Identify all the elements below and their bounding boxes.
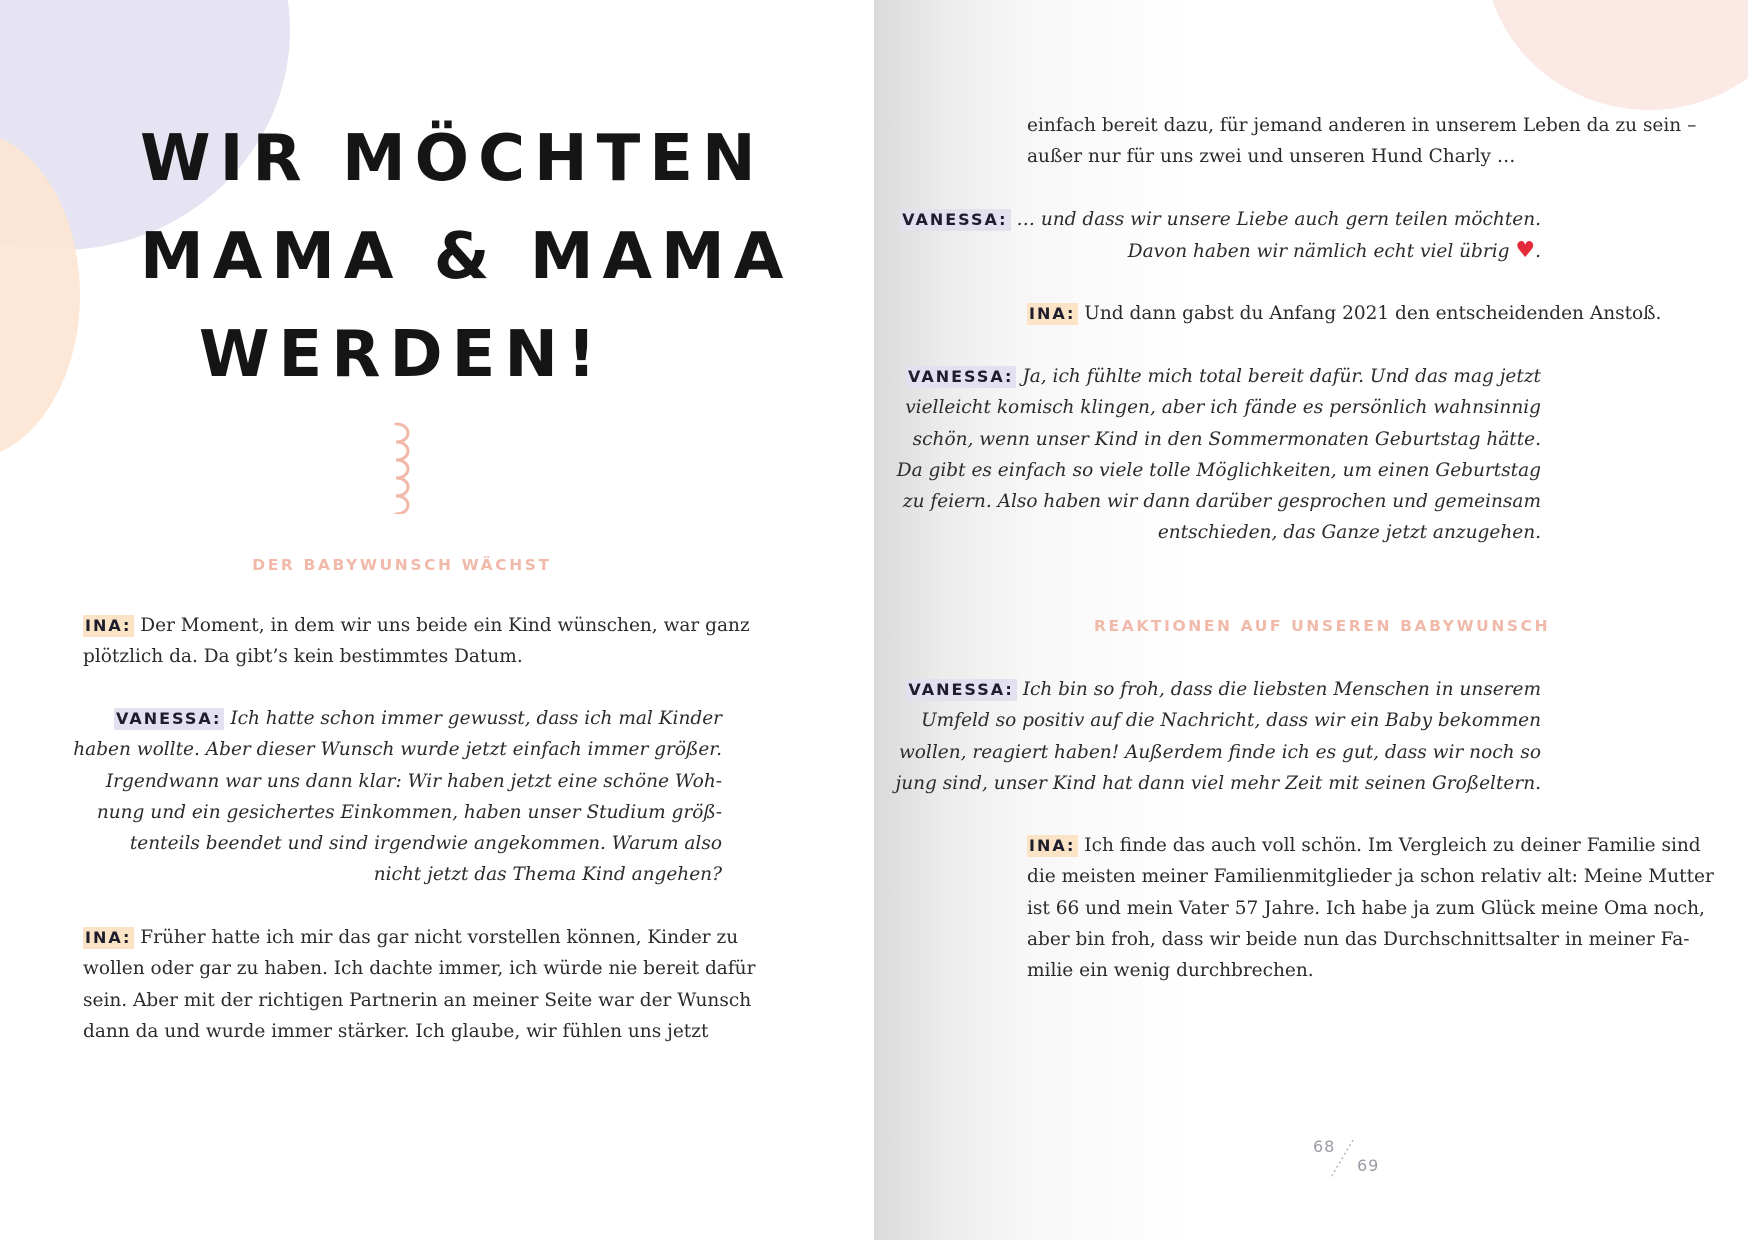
text-line: Da gibt es einfach so viele tolle Möglichkeiten, um einen Geburtstag: [896, 459, 1541, 481]
page-number-right: 69: [1357, 1156, 1380, 1175]
section-heading: DER BABYWUNSCH WÄCHST: [252, 556, 552, 574]
speaker-tag-vanessa: VANESSA:: [900, 209, 1010, 231]
text-line: vielleicht komisch klingen, aber ich fände es persönlich wahnsinnig: [905, 397, 1541, 419]
text-line: ist 66 und mein Vater 57 Jahre. Ich habe ja zum Glück meine Oma noch,: [1027, 897, 1705, 919]
text-line: jung sind, unser Kind hat dann viel mehr Zeit mit seinen Großeltern.: [895, 772, 1541, 794]
text-line-content: Früher hatte ich mir das gar nicht vorstellen können, Kinder zu: [134, 927, 739, 948]
decorative-blob-pink: [1484, 0, 1748, 110]
text-line: dann da und wurde immer stärker. Ich glaube, wir fühlen uns jetzt: [83, 1020, 709, 1042]
text-line: Davon haben wir nämlich echt viel übrig ♥.: [1127, 238, 1541, 264]
section-heading: REAKTIONEN AUF UNSEREN BABYWUNSCH: [1094, 617, 1551, 635]
chapter-title: [140, 110, 793, 404]
text-line: [1027, 830, 1714, 861]
text-line: [83, 922, 755, 953]
speaker-tag-vanessa: VANESSA:: [114, 708, 224, 730]
text-line: schön, wenn unser Kind in den Sommermonaten Geburtstag hätte.: [912, 428, 1541, 450]
speaker-tag-ina: INA:: [1027, 303, 1078, 325]
speaker-tag-ina: INA:: [83, 927, 134, 949]
text-line-content: Ich hatte schon immer gewusst, dass ich mal Kinder: [224, 708, 722, 729]
text-line: plötzlich da. Da gibt’s kein bestimmtes Datum.: [83, 646, 523, 668]
text-line: [897, 361, 1541, 392]
text-line: nicht jetzt das Thema Kind angehen?: [373, 864, 722, 886]
heart-icon: ♥: [1515, 238, 1536, 264]
text-line-content: Ich bin so froh, dass die liebsten Menschen in unserem: [1016, 679, 1541, 700]
text-line-content: … und dass wir unsere Liebe auch gern teilen möchten.: [1010, 209, 1541, 230]
dialogue-paragraph-vanessa: [895, 674, 1541, 799]
text-line: sein. Aber mit der richtigen Partnerin an meiner Seite war der Wunsch: [83, 989, 752, 1011]
text-line: milie ein wenig durchbrechen.: [1027, 960, 1314, 982]
text-line: [73, 703, 722, 734]
title-line: MAMA & MAMA: [140, 220, 793, 294]
text-line: [895, 674, 1541, 705]
speaker-tag-vanessa: VANESSA:: [906, 366, 1016, 388]
text-line: [83, 610, 750, 641]
title-line: WIR MÖCHTEN: [140, 122, 765, 196]
text-line: aber bin froh, dass wir beide nun das Durchschnittsalter in meiner Fa-: [1027, 928, 1690, 950]
text-line: zu feiern. Also haben wir dann darüber gesprochen und gemeinsam: [902, 491, 1541, 513]
text-line-content: Ja, ich fühlte mich total bereit dafür. Und das mag jetzt: [1016, 366, 1541, 387]
text-line: wollen oder gar zu haben. Ich dachte immer, ich würde nie bereit dafür: [83, 958, 756, 980]
text-line: haben wollte. Aber dieser Wunsch wurde jetzt einfach immer größer.: [73, 739, 722, 761]
page-number-divider: [1327, 1137, 1357, 1182]
text-line-content: Der Moment, in dem wir uns beide ein Kind wünschen, war ganz: [134, 615, 750, 636]
text-line: Irgendwann war uns dann klar: Wir haben jetzt eine schöne Woh-: [105, 770, 722, 792]
text-line-content: Davon haben wir nämlich echt viel übrig: [1127, 241, 1516, 263]
dialogue-paragraph-ina: [1027, 830, 1714, 986]
text-line: außer nur für uns zwei und unseren Hund Charly …: [1027, 146, 1516, 168]
text-line: [900, 204, 1541, 235]
text-line: nung und ein gesichertes Einkommen, haben unser Studium größ-: [96, 801, 722, 823]
text-line-content: Ich finde das auch voll schön. Im Vergleich zu deiner Familie sind: [1078, 835, 1701, 856]
text-line: tenteils beendet und sind irgendwie angekommen. Warum also: [129, 833, 722, 855]
text-line-content: Und dann gabst du Anfang 2021 den entscheidenden Anstoß.: [1078, 303, 1662, 324]
continued-paragraph: [1027, 110, 1696, 173]
text-line: die meisten meiner Familienmitglieder ja schon relativ alt: Meine Mutter: [1027, 866, 1714, 888]
title-line: WERDEN!: [198, 318, 606, 392]
speaker-tag-ina: INA:: [1027, 835, 1078, 857]
speaker-tag-ina: INA:: [83, 615, 134, 637]
text-line: Umfeld so positiv auf die Nachricht, dass wir ein Baby bekommen: [921, 710, 1541, 732]
page-number-left: 68: [1313, 1137, 1336, 1156]
text-line: wollen, reagiert haben! Außerdem finde ich es gut, dass wir noch so: [898, 741, 1541, 763]
squiggle-ornament: [386, 422, 420, 514]
dialogue-paragraph-vanessa: [900, 204, 1541, 268]
dialogue-paragraph-ina: [1027, 298, 1661, 329]
dialogue-paragraph-ina: [83, 610, 750, 673]
dialogue-paragraph-ina: [83, 922, 755, 1047]
text-line: [1027, 298, 1661, 329]
dialogue-paragraph-vanessa: [73, 703, 722, 891]
dialogue-paragraph-vanessa: [897, 361, 1541, 549]
text-line: einfach bereit dazu, für jemand anderen in unserem Leben da zu sein –: [1027, 115, 1697, 136]
right-page: [874, 0, 1748, 1240]
text-line: entschieden, das Ganze jetzt anzugehen.: [1157, 522, 1541, 544]
speaker-tag-vanessa: VANESSA:: [906, 679, 1016, 701]
